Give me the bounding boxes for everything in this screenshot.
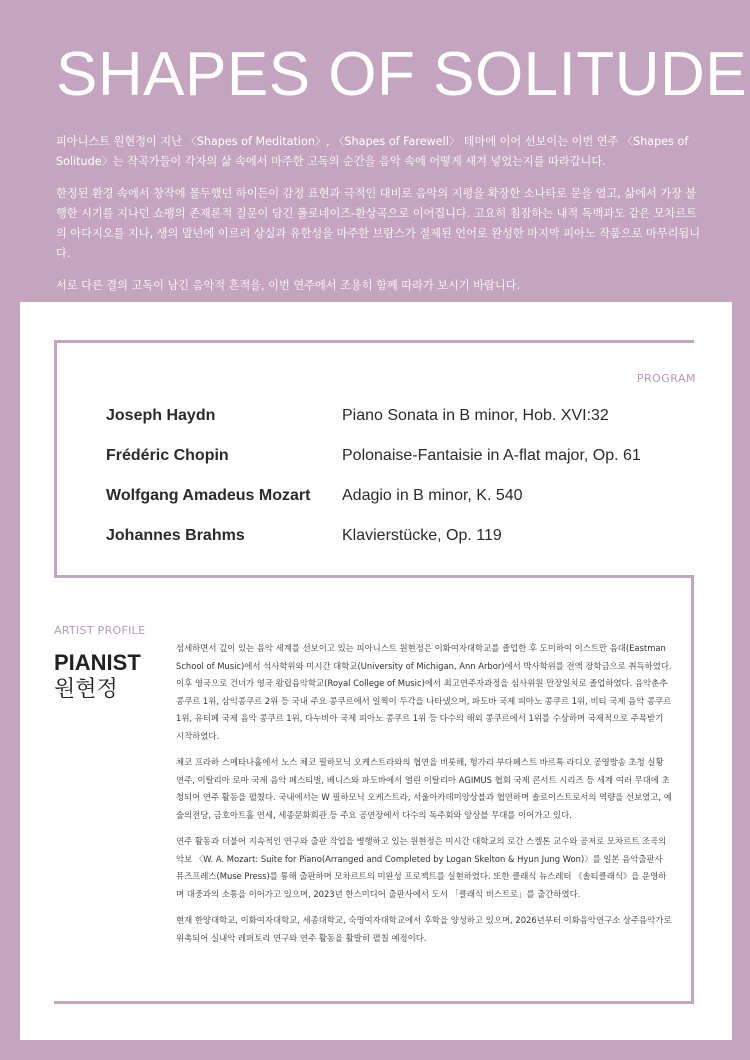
- artist-role: PIANIST: [54, 650, 141, 675]
- intro-text: [56, 132, 706, 308]
- bio-paragraph: 현재 한양대학교, 이화여자대학교, 세종대학교, 숙명여자대학교에서 후학을 양성하고 있으며, 2026년부터 이화음악연구소 상주음악가로 위촉되어 실내악 레퍼토리 연구와 연주 활동을 활발히 펼칠 예정이다.: [176, 915, 672, 943]
- program-label: PROGRAM: [636, 372, 696, 385]
- work-title: Piano Sonata in B minor, Hob. XVI:32: [342, 407, 609, 424]
- composer-name: Wolfgang Amadeus Mozart: [106, 487, 311, 504]
- work-title: Klavierstücke, Op. 119: [342, 527, 502, 544]
- intro-paragraph: 서로 다른 결의 고독이 남긴 음악적 흔적을, 이번 연주에서 조용히 함께 따라가 보시기 바랍니다.: [56, 279, 521, 292]
- composer-name: Frédéric Chopin: [106, 447, 229, 464]
- artist-profile-label: ARTIST PROFILE: [54, 624, 146, 637]
- composer-name: Joseph Haydn: [106, 407, 216, 424]
- work-title: Adagio in B minor, K. 540: [342, 487, 523, 504]
- bio-paragraph: 섬세하면서 깊이 있는 음악 세계를 선보이고 있는 피아니스트 원현정은 이화여자대학교를 졸업한 후 도미하여 이스트만 음대(Eastman School of Music)에서 석사학위와 미시간 대학교(University of Michigan, Ann Arbor)에서 박사학위를 전액 장학금으로 취득하였다. 이후 영국으로 건너가 영국 왕립음악학교(Royal College of Music)에서 최고연주자과정을 심사위원 만장일치로 졸업하였다. 음악춘추콩쿠르 1위, 삼익콩쿠르 2위 등 국내 주요 콩쿠르에서 일찍이 두각을 나타냈으며, 파도바 국제 피아노 콩쿠르 1위, 비티 국제 음악 콩쿠르 1위, 유터페 국제 음악 콩쿠르 1위, 다누비아 국제 피아노 콩쿠르 1위 등 다수의 해외 콩쿠르에서 1위를 수상하며 국제적으로 주목받기 시작하였다.: [176, 643, 672, 741]
- program-list: [106, 406, 706, 566]
- program-item: [106, 446, 706, 486]
- intro-paragraph: 한정된 환경 속에서 창작에 몰두했던 하이든이 감정 표현과 극적인 대비로 음악의 지평을 확장한 소나타로 문을 열고, 삶에서 가장 불행한 시기를 지나던 쇼팽의 존재론적 질문이 담긴 폴로네이즈-환상곡으로 이어집니다. 고요히 침잠하는 내적 독백과도 같은 모차르트의 아다지오를 지나, 생의 말년에 이르러 상실과 유한성을 마주한 브람스가 절제된 언어로 완성한 마지막 피아노 작품으로 마무리됩니다.: [56, 187, 701, 260]
- page-title: SHAPES OF SOLITUDE: [56, 40, 748, 109]
- artist-name: 원현정: [54, 677, 118, 702]
- content-card: [20, 302, 732, 1040]
- work-title: Polonaise-Fantaisie in A-flat major, Op. 61: [342, 447, 641, 464]
- intro-paragraph: 피아니스트 원현정이 지난 〈Shapes of Meditation〉, 〈Shapes of Farewell〉 테마에 이어 선보이는 이번 연주 〈Shapes of Solitude〉는 작곡가들이 각자의 삶 속에서 마주한 고독의 순간을 음악 속에 어떻게 새겨 넣었는지를 따라갑니다.: [56, 135, 689, 168]
- composer-name: Johannes Brahms: [106, 527, 245, 544]
- program-item: [106, 526, 706, 566]
- bio-paragraph: 체코 프라하 스메타나홀에서 노스 체코 필하모닉 오케스트라와의 협연을 비롯해, 헝가리 부다페스트 바르톡 라디오 공영방송 초청 실황 연주, 이탈리아 로마 국제 음악 페스티벌, 베니스와 파도바에서 열린 이탈리아 AGIMUS 협회 국제 콘서트 시리즈 등 세계 여러 무대에 초청되어 연주 활동을 펼쳤다. 국내에서는 W 필하모닉 오케스트라, 서울아카데미앙상블과 협연하며 솔로이스트로서의 역량을 선보였고, 예술의전당, 금호아트홀 연세, 세종문화회관 등 주요 공연장에서 다수의 독주회와 앙상블 무대를 이어가고 있다.: [176, 757, 672, 820]
- program-item: [106, 406, 706, 446]
- bio-paragraph: 연주 활동과 더불어 지속적인 연구와 출판 작업을 병행하고 있는 원현정은 미시간 대학교의 로간 스켈톤 교수와 공저로 모차르트 조곡의 악보 〈W. A. Mozart: Suite for Piano(Arranged and Completed by Logan Skelton & Hyun Jung Won)〉를 일본 음악출판사 뮤즈프레스(Muse Press)를 통해 출판하며 모차르트의 미완성 프로젝트를 실현하였다. 또한 클래식 뉴스레터 《솔티클래식》을 운영하며 대중과의 소통을 이어가고 있으며, 2023년 한스미디어 출판사에서 도서 「클래식 비스트로」를 출간하였다.: [176, 836, 667, 899]
- program-item: [106, 486, 706, 526]
- artist-bio: [176, 640, 672, 956]
